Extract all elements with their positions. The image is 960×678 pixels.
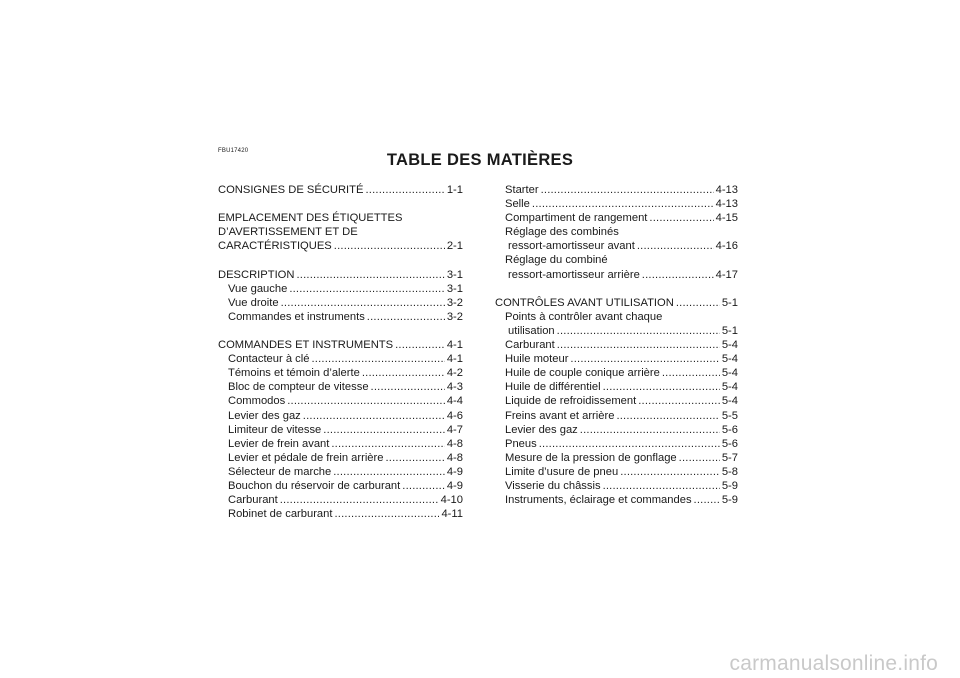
toc-page-number: 5-4	[721, 367, 738, 380]
toc-page-number: 3-2	[446, 310, 463, 323]
toc-page-number: 4-2	[446, 367, 463, 380]
toc-entry-label: CARACTÉRISTIQUES	[218, 240, 332, 253]
toc-page-number: 4-13	[715, 184, 738, 196]
toc-page-number: 4-6	[446, 409, 463, 422]
toc-section-entry[interactable]	[495, 324, 738, 338]
toc-entry-label: Robinet de carburant	[228, 508, 333, 521]
toc-section-entry[interactable]	[495, 366, 738, 380]
toc-page-number: 4-1	[446, 353, 463, 366]
toc-page-number: 5-9	[721, 494, 738, 507]
toc-page-number: 3-2	[446, 296, 463, 309]
dot-leader	[365, 183, 444, 197]
toc-section-entry[interactable]	[495, 409, 738, 423]
dot-leader	[362, 366, 445, 380]
toc-page-number: 1-1	[446, 184, 463, 196]
toc-section-entry[interactable]	[495, 493, 738, 507]
toc-chapter-entry[interactable]	[218, 338, 463, 352]
toc-entry-label: Visserie du châssis	[505, 479, 601, 492]
toc-entry-label: Réglage du combiné	[505, 254, 608, 267]
toc-section-entry[interactable]	[495, 338, 738, 352]
toc-chapter-entry[interactable]	[218, 183, 463, 197]
toc-page-number: 2-1	[446, 240, 463, 253]
dot-leader	[557, 324, 720, 338]
toc-section-entry[interactable]	[495, 479, 738, 493]
dot-leader	[557, 338, 720, 352]
dot-leader	[539, 437, 720, 451]
dot-leader	[616, 409, 719, 423]
dot-leader	[331, 437, 444, 451]
toc-entry-label: Selle	[505, 198, 530, 211]
toc-page-number: 5-4	[721, 381, 738, 394]
toc-entry-label: Pneus	[505, 437, 537, 450]
toc-entry-label: Limiteur de vitesse	[228, 423, 322, 436]
toc-page-number: 5-9	[721, 479, 738, 492]
toc-page-number: 4-9	[446, 479, 463, 492]
toc-entry-label: Levier des gaz	[505, 423, 578, 436]
dot-leader	[281, 296, 445, 310]
toc-page-number: 5-1	[721, 324, 738, 337]
dot-leader	[603, 380, 720, 394]
toc-entry-label: ressort-amortisseur arrière	[508, 268, 640, 281]
toc-entry-label: Instruments, éclairage et commandes	[505, 494, 692, 507]
dot-leader	[679, 451, 720, 465]
toc-section-entry[interactable]	[218, 296, 463, 310]
toc-page-number: 4-9	[446, 465, 463, 478]
toc-chapter-entry[interactable]	[218, 239, 463, 253]
toc-chapter-entry[interactable]	[218, 211, 463, 225]
dot-leader	[287, 394, 445, 408]
toc-entry-label: EMPLACEMENT DES ÉTIQUETTES	[218, 212, 403, 225]
toc-page-number: 4-15	[715, 212, 738, 225]
toc-entry-label: Levier de frein avant	[228, 437, 330, 450]
toc-spacer	[218, 324, 463, 338]
toc-section-entry[interactable]	[495, 380, 738, 394]
toc-section-entry[interactable]	[218, 394, 463, 408]
toc-section-entry[interactable]	[218, 507, 463, 521]
toc-section-entry[interactable]	[218, 451, 463, 465]
dot-leader	[570, 352, 719, 366]
dot-leader	[296, 268, 444, 282]
toc-entry-label: Vue droite	[228, 296, 279, 309]
toc-section-entry[interactable]	[218, 352, 463, 366]
toc-entry-label: Bouchon du réservoir de carburant	[228, 479, 401, 492]
dot-leader	[371, 380, 445, 394]
toc-entry-label: ressort-amortisseur avant	[508, 240, 635, 253]
toc-page-number: 4-13	[715, 198, 738, 211]
toc-spacer	[218, 197, 463, 211]
toc-section-entry[interactable]	[495, 451, 738, 465]
dot-leader	[649, 211, 713, 225]
watermark-text: carmanualsonline.info	[729, 652, 938, 675]
toc-page-number: 4-10	[440, 494, 463, 507]
dot-leader	[367, 310, 445, 324]
toc-page-number: 3-1	[446, 282, 463, 295]
toc-entry-label: Huile moteur	[505, 353, 569, 366]
toc-section-entry[interactable]	[218, 493, 463, 507]
toc-section-entry[interactable]	[218, 479, 463, 493]
toc-page-number: 4-4	[446, 395, 463, 408]
toc-entry-label: Levier et pédale de frein arrière	[228, 451, 384, 464]
toc-page-number: 5-8	[721, 465, 738, 478]
toc-section-entry[interactable]	[495, 253, 738, 267]
toc-entry-label: Compartiment de rangement	[505, 212, 648, 225]
toc-entry-label: Mesure de la pression de gonflage	[505, 451, 677, 464]
toc-page-number: 5-7	[721, 451, 738, 464]
toc-entry-label: Réglage des combinés	[505, 226, 619, 239]
toc-spacer	[495, 282, 738, 296]
toc-section-entry[interactable]	[218, 282, 463, 296]
toc-section-entry[interactable]	[218, 409, 463, 423]
toc-section-entry[interactable]	[495, 465, 738, 479]
page-title: TABLE DES MATIÈRES	[386, 151, 574, 169]
dot-leader	[541, 183, 714, 197]
toc-page-number: 4-7	[446, 423, 463, 436]
toc-entry-label: Carburant	[228, 494, 278, 507]
toc-left-column	[218, 183, 463, 521]
toc-section-entry[interactable]	[495, 225, 738, 239]
dot-leader	[694, 493, 720, 507]
dot-leader	[402, 479, 445, 493]
toc-entry-label: Commandes et instruments	[228, 310, 365, 323]
toc-entry-label: Huile de différentiel	[505, 381, 601, 394]
dot-leader	[311, 352, 444, 366]
dot-leader	[637, 239, 714, 253]
toc-page-number: 4-17	[715, 268, 738, 281]
toc-section-entry[interactable]	[495, 197, 738, 211]
toc-page-number: 5-6	[721, 437, 738, 450]
dot-leader	[385, 451, 444, 465]
toc-entry-label: CONSIGNES DE SÉCURITÉ	[218, 184, 364, 196]
toc-entry-label: DESCRIPTION	[218, 268, 295, 281]
dot-leader	[676, 296, 720, 310]
toc-entry-label: Commodos	[228, 395, 286, 408]
dot-leader	[280, 493, 439, 507]
dot-leader	[620, 465, 720, 479]
toc-section-entry[interactable]	[218, 380, 463, 394]
toc-page-number: 5-6	[721, 423, 738, 436]
dot-leader	[334, 239, 445, 253]
toc-section-entry[interactable]	[218, 366, 463, 380]
toc-section-entry[interactable]	[495, 183, 738, 197]
dot-leader	[603, 479, 720, 493]
toc-section-entry[interactable]	[495, 268, 738, 282]
toc-section-entry[interactable]	[218, 310, 463, 324]
toc-section-entry[interactable]	[495, 211, 738, 225]
toc-section-entry[interactable]	[218, 465, 463, 479]
dot-leader	[580, 423, 720, 437]
toc-page-number: 4-16	[715, 240, 738, 253]
dot-leader	[334, 507, 439, 521]
toc-entry-label: Freins avant et arrière	[505, 409, 615, 422]
toc-page-number: 3-1	[446, 268, 463, 281]
toc-page-number: 4-3	[446, 381, 463, 394]
toc-entry-label: Contacteur à clé	[228, 353, 310, 366]
toc-page-number: 4-1	[446, 339, 463, 352]
toc-entry-label: Levier des gaz	[228, 409, 301, 422]
toc-entry-label: utilisation	[508, 324, 555, 337]
dot-leader	[642, 268, 714, 282]
toc-entry-label: Bloc de compteur de vitesse	[228, 381, 369, 394]
toc-entry-label: Points à contrôler avant chaque	[505, 310, 663, 323]
toc-section-entry[interactable]	[495, 239, 738, 253]
dot-leader	[395, 338, 445, 352]
dot-leader	[333, 465, 445, 479]
toc-page-number: 5-4	[721, 395, 738, 408]
toc-section-entry[interactable]	[495, 310, 738, 324]
toc-right-column	[495, 183, 738, 507]
toc-page-number: 4-8	[446, 451, 463, 464]
toc-page-number: 4-8	[446, 437, 463, 450]
toc-page-number: 5-5	[721, 409, 738, 422]
dot-leader	[638, 394, 720, 408]
toc-chapter-entry[interactable]	[218, 225, 463, 239]
toc-section-entry[interactable]	[495, 352, 738, 366]
toc-entry-label: Sélecteur de marche	[228, 465, 332, 478]
toc-entry-label: Limite d’usure de pneu	[505, 465, 619, 478]
toc-section-entry[interactable]	[218, 423, 463, 437]
toc-entry-label: Huile de couple conique arrière	[505, 367, 660, 380]
toc-section-entry[interactable]	[495, 437, 738, 451]
toc-section-entry[interactable]	[495, 423, 738, 437]
toc-page-number: 4-11	[441, 508, 463, 521]
toc-entry-label: Témoins et témoin d’alerte	[228, 367, 360, 380]
dot-leader	[532, 197, 714, 211]
toc-entry-label: D’AVERTISSEMENT ET DE	[218, 226, 358, 239]
dot-leader	[303, 409, 445, 423]
toc-section-entry[interactable]	[495, 394, 738, 408]
toc-chapter-entry[interactable]	[218, 268, 463, 282]
toc-entry-label: Vue gauche	[228, 282, 288, 295]
toc-entry-label: CONTRÔLES AVANT UTILISATION	[495, 296, 674, 309]
toc-page-number: 5-1	[721, 296, 738, 309]
document-code: FBU17420	[218, 148, 249, 154]
toc-entry-label: Carburant	[505, 339, 555, 352]
toc-spacer	[218, 253, 463, 267]
dot-leader	[289, 282, 445, 296]
toc-entry-label: Starter	[505, 184, 539, 196]
dot-leader	[662, 366, 720, 380]
toc-page-number: 5-4	[721, 353, 738, 366]
toc-page-number: 5-4	[721, 339, 738, 352]
toc-entry-label: COMMANDES ET INSTRUMENTS	[218, 339, 394, 352]
toc-chapter-entry[interactable]	[495, 296, 738, 310]
dot-leader	[323, 423, 445, 437]
toc-entry-label: Liquide de refroidissement	[505, 395, 637, 408]
toc-section-entry[interactable]	[218, 437, 463, 451]
